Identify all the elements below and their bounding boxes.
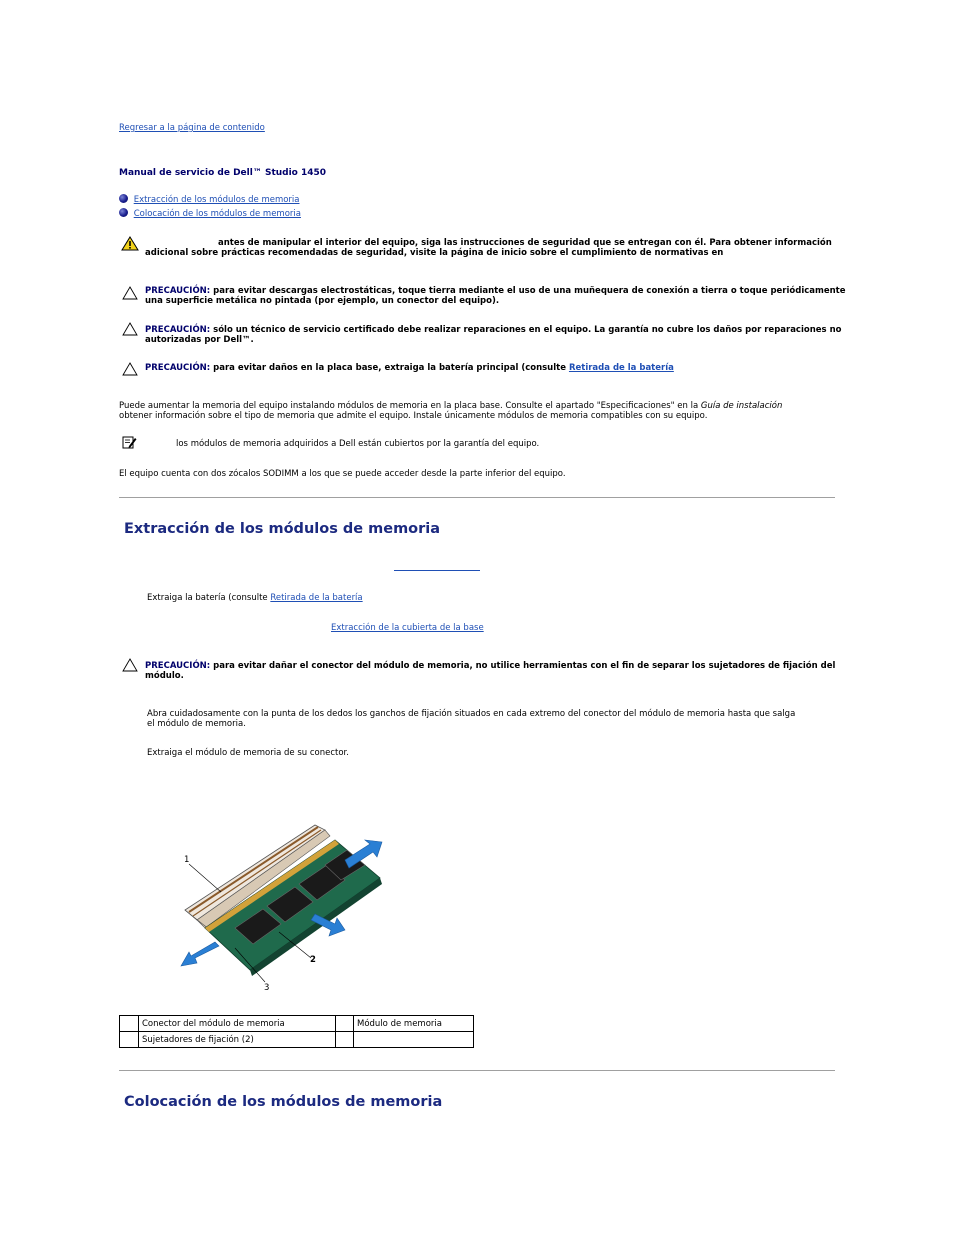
base-cover-removal-link[interactable]: Extracción de la cubierta de la base: [331, 623, 484, 633]
memory-module-illustration: [175, 820, 390, 1000]
link-underline-fragment[interactable]: [394, 570, 480, 571]
caution-text-line2: una superficie metálica no pintada (por ejemplo, un conector del equipo).: [145, 296, 500, 306]
caution-icon: [122, 322, 138, 336]
legend-label-cell: [354, 1032, 474, 1048]
toc-item: [119, 194, 300, 206]
caution-text-line1: [145, 661, 835, 672]
legend-number-cell: [120, 1032, 139, 1048]
figure-legend-table: [119, 1015, 474, 1048]
warning-text-line2: adicional sobre prácticas recomendadas de seguridad, visite la página de inicio sobre el cumplimiento de normativas en: [145, 248, 724, 258]
setup-guide-title: Guía de instalación: [700, 401, 783, 411]
legend-number-cell: [336, 1016, 354, 1032]
caution-text-line2: módulo.: [145, 671, 184, 681]
note-icon: [122, 435, 137, 449]
caution-label: PRECAUCIÓN:: [145, 286, 211, 296]
sodimm-text: El equipo cuenta con dos zócalos SODIMM a los que se puede acceder desde la parte inferior del equipo.: [119, 469, 566, 479]
battery-removal-link[interactable]: Retirada de la batería: [270, 593, 363, 603]
legend-number-cell: [120, 1016, 139, 1032]
section-title-colocacion: Colocación de los módulos de memoria: [124, 1094, 443, 1110]
back-to-contents-link[interactable]: Regresar a la página de contenido: [119, 123, 265, 133]
toc-link-extraccion[interactable]: Extracción de los módulos de memoria: [133, 195, 300, 205]
caution-text-line1: [145, 363, 674, 374]
warning-icon: [121, 236, 139, 251]
bullet-icon: [119, 194, 128, 203]
legend-label-cell: Módulo de memoria: [354, 1016, 474, 1032]
caution-text-line2: autorizadas por Dell™.: [145, 335, 254, 345]
step-open-clips-line2: el módulo de memoria.: [147, 719, 246, 729]
caution-icon: [122, 658, 138, 672]
legend-number-cell: [336, 1032, 354, 1048]
caution-icon: [122, 286, 138, 300]
table-row: [120, 1032, 474, 1048]
intro-text: Puede aumentar la memoria del equipo instalando módulos de memoria en la placa base. Consulte el apartado "Especificaciones" en la: [119, 401, 701, 411]
section-title-extraccion: Extracción de los módulos de memoria: [124, 521, 441, 537]
callout-1: 1: [184, 855, 190, 865]
step-text: Extraiga la batería (consulte: [147, 593, 271, 603]
section-divider: [119, 1070, 835, 1071]
section-divider: [119, 497, 835, 498]
caution-label: PRECAUCIÓN:: [145, 325, 211, 335]
step-remove-battery: [147, 593, 363, 603]
caution-label: PRECAUCIÓN:: [145, 363, 211, 373]
warning-text-line1: antes de manipular el interior del equipo, siga las instrucciones de seguridad que se entregan con él. Para obtener información: [218, 238, 832, 248]
manual-title: Manual de servicio de Dell™ Studio 1450: [119, 168, 327, 178]
intro-line1: [119, 401, 782, 411]
caution-label: PRECAUCIÓN:: [145, 661, 211, 671]
caution-body: sólo un técnico de servicio certificado debe realizar reparaciones en el equipo. La garantía no cubre los daños por reparaciones no: [210, 325, 842, 335]
intro-line2: obtener información sobre el tipo de memoria que admite el equipo. Instale únicamente módulos de memoria compatibles con su equipo.: [119, 411, 708, 421]
callout-2: 2: [310, 955, 316, 965]
toc-link-colocacion[interactable]: Colocación de los módulos de memoria: [133, 209, 301, 219]
step-open-clips-line1: Abra cuidadosamente con la punta de los dedos los ganchos de fijación situados en cada extremo del conector del módulo de memoria hasta que salga: [147, 709, 796, 719]
caution-body: para evitar dañar el conector del módulo de memoria, no utilice herramientas con el fin de separar los sujetadores de fijación del: [210, 661, 836, 671]
table-row: [120, 1016, 474, 1032]
caution-text-line1: [145, 325, 841, 336]
legend-label-cell: Sujetadores de fijación (2): [139, 1032, 336, 1048]
step-remove-module: Extraiga el módulo de memoria de su conector.: [147, 748, 349, 758]
legend-label-cell: Conector del módulo de memoria: [139, 1016, 336, 1032]
note-text: los módulos de memoria adquiridos a Dell están cubiertos por la garantía del equipo.: [176, 439, 540, 449]
caution-icon: [122, 362, 138, 376]
battery-removal-link[interactable]: Retirada de la batería: [568, 363, 674, 373]
toc-item: [119, 208, 301, 220]
caution-text-line1: [145, 286, 846, 297]
caution-body: para evitar daños en la placa base, extraiga la batería principal (consulte: [210, 363, 569, 373]
callout-3: 3: [264, 983, 270, 993]
bullet-icon: [119, 208, 128, 217]
caution-body: para evitar descargas electrostáticas, toque tierra mediante el uso de una muñequera de conexión a tierra o toque periódicamente: [210, 286, 846, 296]
